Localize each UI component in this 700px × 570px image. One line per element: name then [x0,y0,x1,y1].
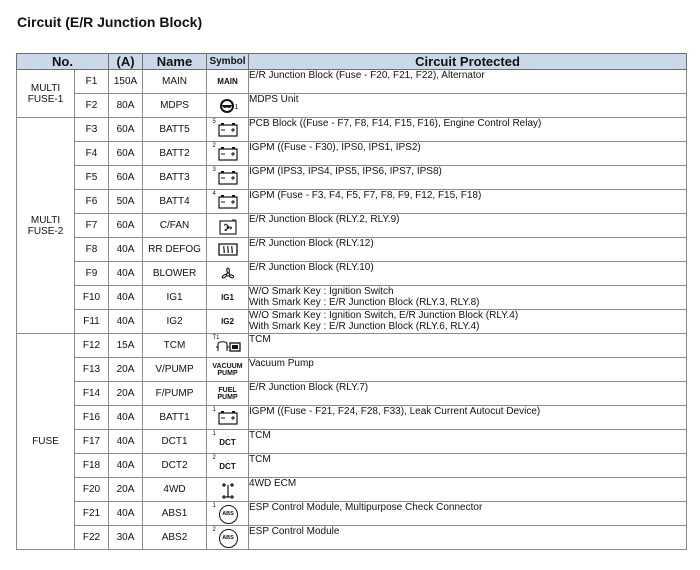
table-row [17,454,687,478]
fuse-amperage: 20A [109,478,143,502]
table-row [17,142,687,166]
fuse-table [16,53,687,550]
fuse-amperage: 150A [109,70,143,94]
main-symbol-label: MAIN [217,76,238,86]
fuse-name: BATT4 [143,190,207,214]
blower-fan-icon [218,266,238,283]
circuit-protected: IGPM (Fuse - F3, F4, F5, F7, F8, F9, F12, F15, F18) [249,190,687,214]
table-row [17,262,687,286]
fuse-name: ABS1 [143,502,207,526]
fuse-amperage: 40A [109,454,143,478]
group-fuse: FUSE [17,334,75,550]
fuse-symbol: 2 [207,142,249,166]
table-row [17,94,687,118]
battery-icon [218,194,238,209]
fuse-amperage: 50A [109,190,143,214]
battery-icon [218,146,238,161]
table-row [17,382,687,406]
battery-icon [218,410,238,425]
circuit-protected: MDPS Unit [249,94,687,118]
circuit-protected: IGPM ((Fuse - F30), IPS0, IPS1, IPS2) [249,142,687,166]
fuse-amperage: 60A [109,166,143,190]
table-row [17,70,687,94]
circuit-protected: ESP Control Module, Multipurpose Check Connector [249,502,687,526]
fuse-amperage: 40A [109,406,143,430]
fuse-symbol [207,214,249,238]
page-title: Circuit (E/R Junction Block) [17,14,203,30]
fuse-symbol [207,286,249,310]
fuse-name: BATT3 [143,166,207,190]
fuse-name: IG1 [143,286,207,310]
fuse-number: F16 [75,406,109,430]
fuse-name: DCT2 [143,454,207,478]
fuse-number: F3 [75,118,109,142]
fuse-number: F14 [75,382,109,406]
fuse-amperage: 40A [109,262,143,286]
fuse-symbol: 1 [207,94,249,118]
fuse-name: BATT2 [143,142,207,166]
ig1-symbol-label: IG1 [221,292,234,302]
fuse-symbol [207,310,249,334]
circuit-protected: E/R Junction Block (RLY.12) [249,238,687,262]
table-row [17,406,687,430]
rear-defog-icon [218,242,238,257]
fuse-amperage: 20A [109,358,143,382]
circuit-protected: TCM [249,334,687,358]
fuse-name: V/PUMP [143,358,207,382]
fuse-name: C/FAN [143,214,207,238]
fuse-name: BATT5 [143,118,207,142]
fuse-amperage: 30A [109,526,143,550]
fuse-number: F10 [75,286,109,310]
group-multi-fuse-1: MULTI FUSE-1 [17,70,75,118]
fuse-symbol [207,262,249,286]
fuse-symbol: 2 ABS [207,526,249,550]
fuse-symbol: 1 [207,406,249,430]
table-row [17,118,687,142]
header-circuit: Circuit Protected [249,54,687,70]
table-row [17,190,687,214]
dct-symbol-label: DCT [219,437,236,447]
fuse-amperage: 60A [109,142,143,166]
four-wheel-drive-icon [218,482,238,500]
fuse-number: F4 [75,142,109,166]
fuse-name: F/PUMP [143,382,207,406]
table-row [17,310,687,334]
fuse-name: TCM [143,334,207,358]
table-row [17,334,687,358]
table-row [17,286,687,310]
header-amp: (A) [109,54,143,70]
abs-icon: ABS [219,529,238,548]
circuit-protected: PCB Block ((Fuse - F7, F8, F14, F15, F16), Engine Control Relay) [249,118,687,142]
fuse-name: DCT1 [143,430,207,454]
fuse-amperage: 20A [109,382,143,406]
fuse-name: ABS2 [143,526,207,550]
table-row [17,502,687,526]
fuse-number: F8 [75,238,109,262]
fuse-number: F18 [75,454,109,478]
fuse-number: F7 [75,214,109,238]
circuit-protected: E/R Junction Block (RLY.10) [249,262,687,286]
header-symbol: Symbol [207,54,249,70]
fuse-symbol: 1 ABS [207,502,249,526]
circuit-protected: 4WD ECM [249,478,687,502]
transmission-icon [215,338,241,353]
table-row [17,238,687,262]
fuse-number: F1 [75,70,109,94]
fuse-name: RR DEFOG [143,238,207,262]
fuse-number: F22 [75,526,109,550]
circuit-protected: Vacuum Pump [249,358,687,382]
circuit-protected: E/R Junction Block (RLY.2, RLY.9) [249,214,687,238]
fuse-amperage: 60A [109,118,143,142]
circuit-protected: ESP Control Module [249,526,687,550]
fuse-symbol: 4 [207,190,249,214]
fuse-symbol [207,238,249,262]
fuse-symbol: T1 [207,334,249,358]
fuse-name: BLOWER [143,262,207,286]
fuse-number: F20 [75,478,109,502]
table-row [17,478,687,502]
battery-icon [218,170,238,185]
fuse-number: F17 [75,430,109,454]
group-multi-fuse-2: MULTI FUSE-2 [17,118,75,334]
table-row [17,526,687,550]
table-row [17,430,687,454]
fuse-amperage: 80A [109,94,143,118]
circuit-protected: W/O Smark Key : Ignition Switch, E/R Junction Block (RLY.4) With Smark Key : E/R Junction Block (RLY.6, RLY.4) [249,310,687,334]
fuse-symbol: VACUUM PUMP [207,358,249,382]
fuse-amperage: 40A [109,430,143,454]
cooling-fan-icon [218,218,238,235]
circuit-protected: IGPM ((Fuse - F21, F24, F28, F33), Leak Current Autocut Device) [249,406,687,430]
table-row [17,358,687,382]
fuse-amperage: 60A [109,214,143,238]
dct-symbol-label: DCT [219,461,236,471]
fuse-number: F12 [75,334,109,358]
fuse-amperage: 40A [109,286,143,310]
fuse-number: F11 [75,310,109,334]
fuse-amperage: 15A [109,334,143,358]
fuse-number: F9 [75,262,109,286]
fuse-name: MAIN [143,70,207,94]
circuit-protected: TCM [249,454,687,478]
circuit-protected: IGPM (IPS3, IPS4, IPS5, IPS6, IPS7, IPS8) [249,166,687,190]
header-no: No. [17,54,109,70]
abs-icon: ABS [219,505,238,524]
fuse-name: MDPS [143,94,207,118]
table-row [17,214,687,238]
ig2-symbol-label: IG2 [221,316,234,326]
fuse-amperage: 40A [109,238,143,262]
fuse-symbol [207,70,249,94]
circuit-protected: E/R Junction Block (RLY.7) [249,382,687,406]
fuse-number: F13 [75,358,109,382]
fuse-symbol: 1 DCT [207,430,249,454]
table-row [17,166,687,190]
fuse-symbol: 3 [207,166,249,190]
fuse-number: F21 [75,502,109,526]
fuse-number: F2 [75,94,109,118]
fuse-amperage: 40A [109,502,143,526]
fuse-symbol [207,478,249,502]
circuit-protected: E/R Junction Block (Fuse - F20, F21, F22), Alternator [249,70,687,94]
fuse-name: 4WD [143,478,207,502]
battery-icon [218,122,238,137]
fuse-symbol: 5 [207,118,249,142]
header-name: Name [143,54,207,70]
table-header-row [17,54,687,70]
fuse-number: F5 [75,166,109,190]
circuit-protected: TCM [249,430,687,454]
fuse-amperage: 40A [109,310,143,334]
fuse-name: IG2 [143,310,207,334]
fuse-symbol: 2 DCT [207,454,249,478]
fuse-name: BATT1 [143,406,207,430]
fuse-number: F6 [75,190,109,214]
fuse-symbol: FUEL PUMP [207,382,249,406]
circuit-protected: W/O Smark Key : Ignition Switch With Smark Key : E/R Junction Block (RLY.3, RLY.8) [249,286,687,310]
